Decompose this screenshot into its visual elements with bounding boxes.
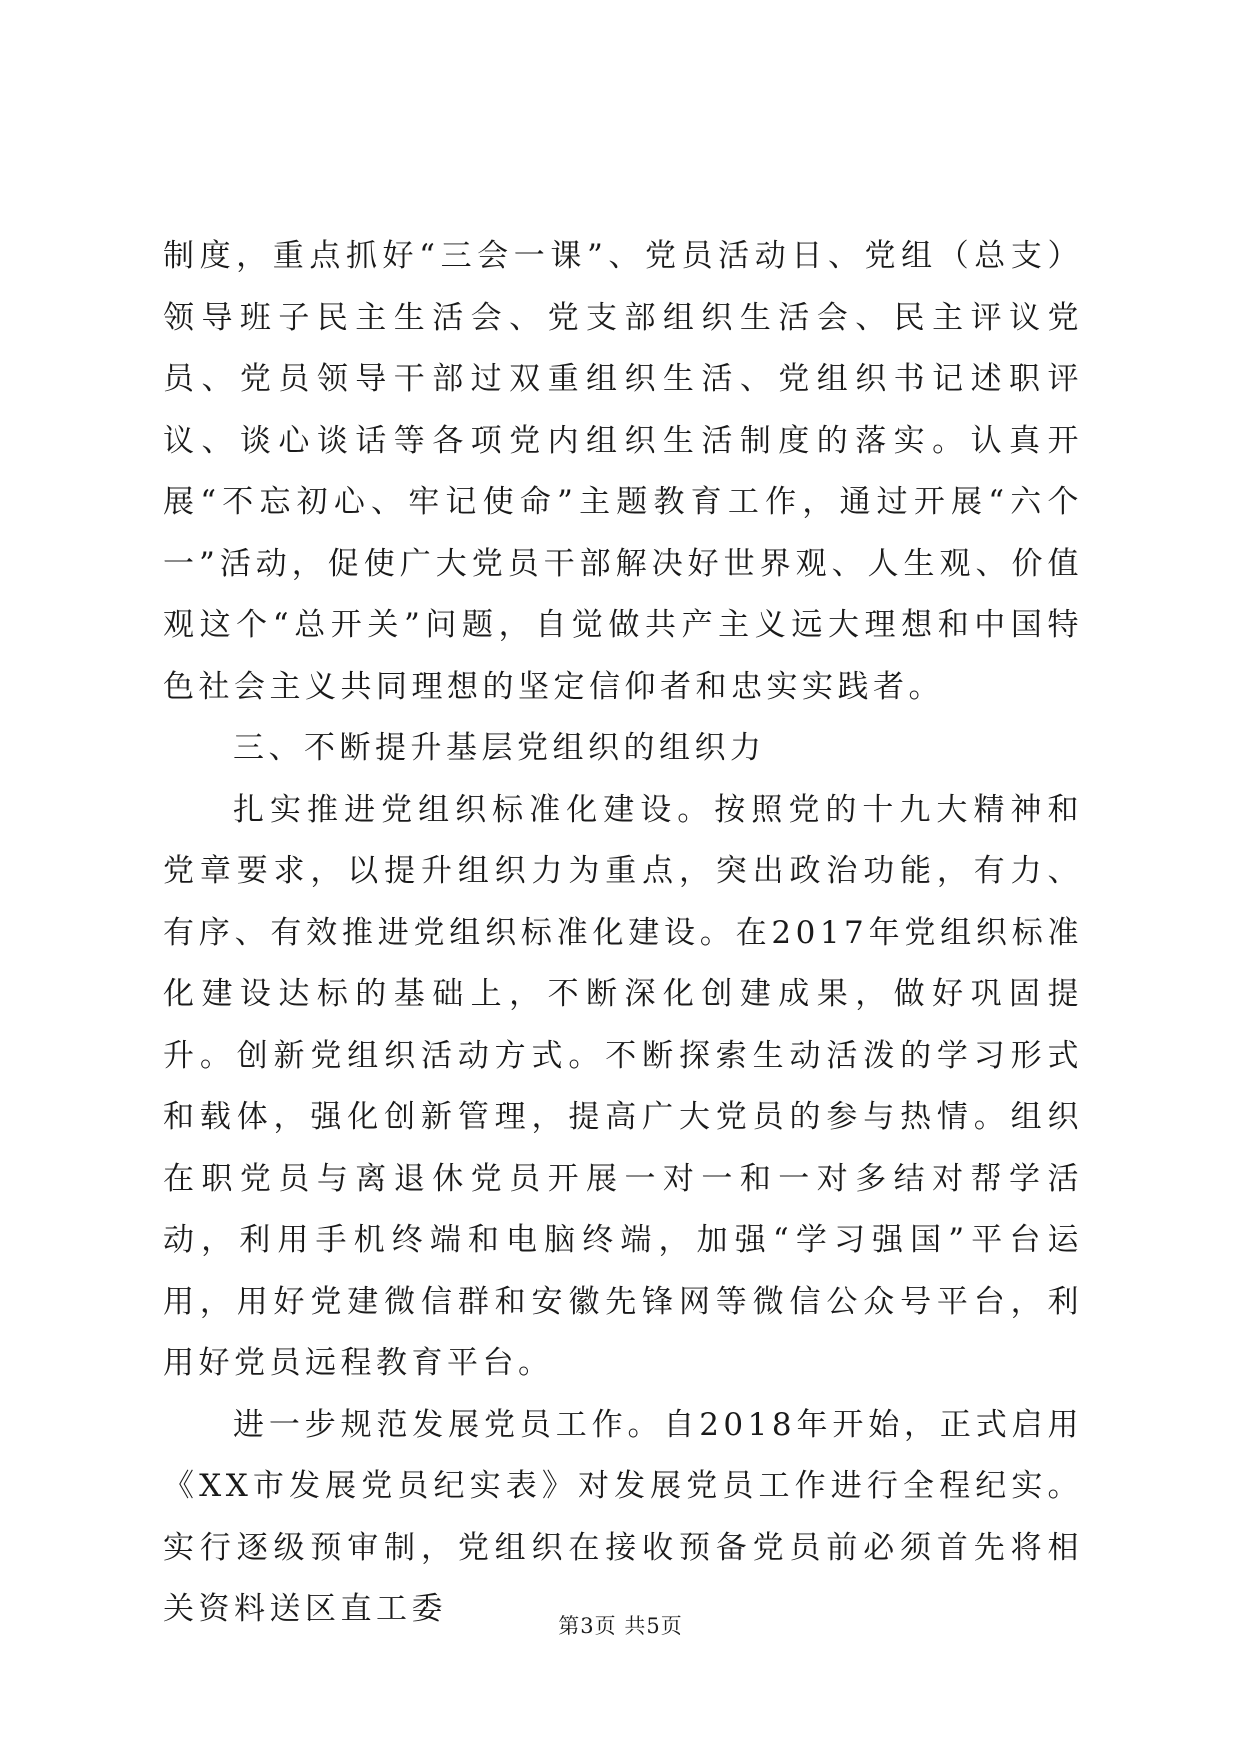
paragraph-3: 进一步规范发展党员工作。自2018年开始，正式启用《XX市发展党员纪实表》对发展党员工作进行全程纪实。实行逐级预审制，党组织在接收预备党员前必须首先将相关资料送区直工委 bbox=[163, 1406, 1083, 1627]
page-number-footer: 第3页 共5页 bbox=[558, 1614, 683, 1638]
paragraph-2: 扎实推进党组织标准化建设。按照党的十九大精神和党章要求，以提升组织力为重点，突出政治功能，有力、有序、有效推进党组织标准化建设。在2017年党组织标准化建设达标的基础上，不断深化创建成果，做好巩固提升。创新党组织活动方式。不断探索生动活泼的学习形式和载体，强化创新管理，提高广大党员的参与热情。组织在职党员与离退休党员开展一对一和一对多结对帮学活动，利用手机终端和电脑终端，加强“学习强国”平台运用，用好党建微信群和安徽先锋网等微信公众号平台，利用好党员远程教育平台。 bbox=[163, 791, 1083, 1381]
paragraph-1: 制度，重点抓好“三会一课”、党员活动日、党组（总支）领导班子民主生活会、党支部组织生活会、民主评议党员、党员领导干部过双重组织生活、党组织书记述职评议、谈心谈话等各项党内组织生活制度的落实。认真开展“不忘初心、牢记使命”主题教育工作，通过开展“六个一”活动，促使广大党员干部解决好世界观、人生观、价值观这个“总开关”问题，自觉做共产主义远大理想和中国特色社会主义共同理想的坚定信仰者和忠实实践者。 bbox=[163, 238, 1083, 705]
document-body bbox=[163, 226, 1083, 1641]
section-heading: 三、不断提升基层党组织的组织力 bbox=[233, 730, 766, 766]
